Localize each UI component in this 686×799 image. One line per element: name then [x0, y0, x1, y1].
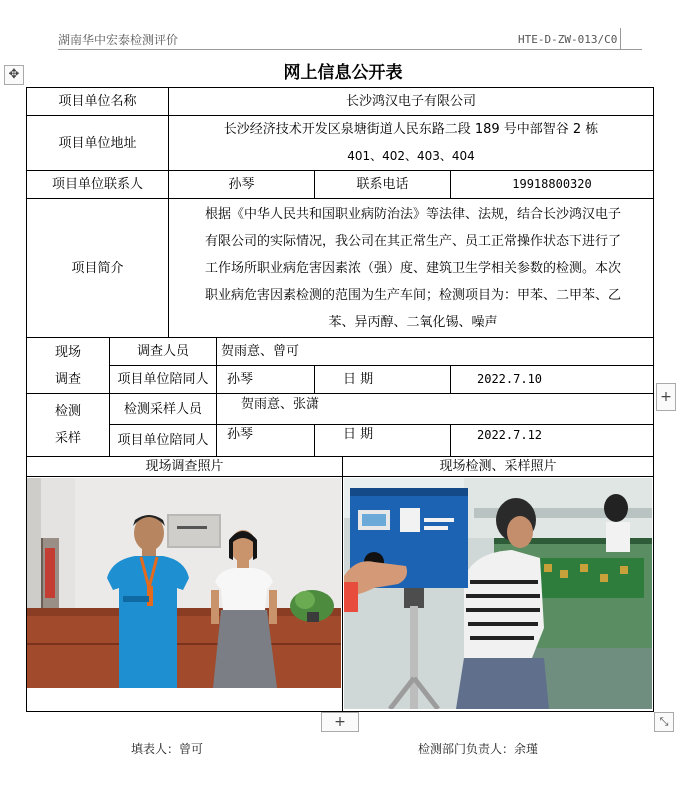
sampling-date-label: 日 期 — [314, 424, 451, 457]
add-row-button[interactable]: + — [321, 712, 359, 732]
sampler-label: 检测采样人员 — [109, 393, 217, 425]
header-org: 湖南华中宏泰检测评价 — [58, 33, 179, 47]
contact-label: 项目单位联系人 — [26, 170, 169, 199]
sampling-companion-label: 项目单位陪同人 — [109, 424, 217, 457]
header-rule — [58, 49, 642, 50]
header-code: HTE-D-ZW-013/C0 — [518, 33, 618, 46]
survey-photo-image — [27, 478, 341, 688]
page-title: 网上信息公开表 — [283, 63, 403, 83]
contact-value: 孙琴 — [168, 170, 315, 199]
survey-photo — [27, 478, 341, 688]
investigator-label: 调查人员 — [109, 337, 217, 366]
sampler-value: 贺雨意、张潇 — [216, 393, 654, 425]
intro-label: 项目简介 — [26, 198, 169, 338]
investigator-value: 贺雨意、曾可 — [216, 337, 654, 366]
phone-value: 19918800320 — [450, 170, 654, 199]
survey-label-1: 现场 — [54, 344, 81, 360]
header-rule-tick — [620, 28, 621, 50]
sampling-date-value: 2022.7.12 — [450, 424, 654, 457]
footer-filler: 填表人：曾可 — [131, 742, 204, 756]
photo-divider — [342, 476, 343, 712]
survey-companion-label: 项目单位陪同人 — [109, 365, 217, 394]
unit-name-value: 长沙鸿汉电子有限公司 — [168, 87, 654, 116]
sampling-label-2: 采样 — [54, 431, 81, 446]
unit-name-label: 项目单位名称 — [26, 87, 169, 116]
sampling-photo-image — [344, 478, 652, 709]
address-line-2: 401、402、403、404 — [347, 149, 475, 163]
sampling-photo-caption: 现场检测、采样照片 — [342, 456, 654, 477]
survey-photo-caption: 现场调查照片 — [26, 456, 343, 477]
survey-date-value: 2022.7.10 — [450, 365, 654, 394]
add-column-button[interactable]: + — [656, 383, 676, 411]
address-value — [168, 115, 654, 171]
table-move-icon[interactable]: ✥ — [4, 65, 24, 85]
sampling-group-label — [26, 393, 110, 457]
sampling-companion-value: 孙琴 — [216, 424, 315, 457]
sampling-label-1: 检测 — [54, 404, 81, 419]
survey-label-2: 调查 — [54, 371, 81, 387]
table-resize-icon[interactable]: ⤡ — [654, 712, 674, 732]
address-line-1: 长沙经济技术开发区泉塘街道人民东路二段 189 号中部智谷 2 栋 — [223, 122, 599, 137]
address-label: 项目单位地址 — [26, 115, 169, 171]
phone-label: 联系电话 — [314, 170, 451, 199]
intro-text: 根据《中华人民共和国职业病防治法》等法律、法规，结合长沙鸿汉电子有限公司的实际情况，我公司在其正常生产、员工正常操作状态下进行了工作场所职业病危害因素浓（强）度、建筑卫生学相关参数的检测。本次职业病危害因素检测的范围为生产车间；检测项目为：甲苯、二甲苯、乙苯、异丙醇、二氧化锡、噪声 — [168, 198, 654, 338]
survey-group-label — [26, 337, 110, 394]
footer-dept-head: 检测部门负责人：余瑾 — [418, 742, 539, 756]
survey-companion-value: 孙琴 — [216, 365, 315, 394]
sampling-photo — [344, 478, 652, 709]
survey-date-label: 日 期 — [314, 365, 451, 394]
